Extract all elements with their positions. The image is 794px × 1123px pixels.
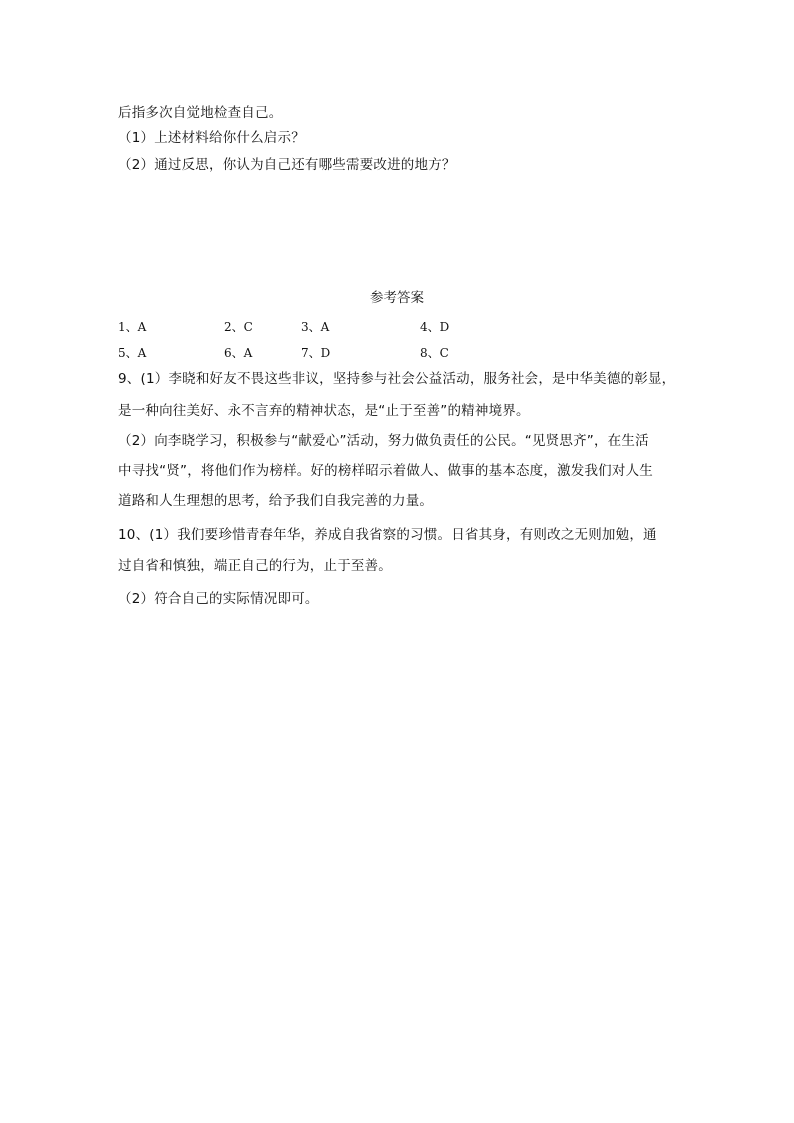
question-text-line: 后指多次自觉地检查自己。 [118, 105, 283, 121]
answer-10-1-line: 过自省和慎独，端正自己的行为，止于至善。 [118, 558, 392, 574]
answer-9-1-line: 是一种向往美好、永不言弃的精神状态，是“止于至善”的精神境界。 [118, 403, 530, 419]
choice-answer: 1、A [118, 320, 147, 334]
choice-answer: 4、D [420, 320, 450, 334]
choice-answer: 8、C [420, 346, 449, 360]
choice-answer: 5、A [118, 346, 147, 360]
answer-10-1-line: 10、(1）我们要珍惜青春年华，养成自我省察的习惯。日省其身，有则改之无则加勉，通 [118, 527, 657, 543]
answer-9-2-line: （2）向李晓学习，积极参与“献爱心”活动，努力做负责任的公民。“见贤思齐”，在生活 [118, 433, 649, 449]
choice-answer: 3、A [301, 320, 330, 334]
choice-answer: 6、A [224, 346, 253, 360]
choice-answer: 2、C [224, 320, 253, 334]
sub-question-1: （1）上述材料给你什么启示？ [118, 130, 305, 146]
answer-9-2-line: 中寻找“贤”，将他们作为榜样。好的榜样昭示着做人、做事的基本态度，激发我们对人生 [118, 463, 653, 479]
answer-9-1-line: 9、(1）李晓和好友不畏这些非议，坚持参与社会公益活动，服务社会，是中华美德的彰显， [118, 371, 676, 387]
answers-title: 参考答案 [370, 290, 424, 306]
choice-answer: 7、D [301, 346, 331, 360]
answer-9-2-line: 道路和人生理想的思考，给予我们自我完善的力量。 [118, 493, 434, 509]
sub-question-2: （2）通过反思，你认为自己还有哪些需要改进的地方？ [118, 157, 456, 173]
answer-10-2-line: （2）符合自己的实际情况即可。 [118, 591, 319, 607]
